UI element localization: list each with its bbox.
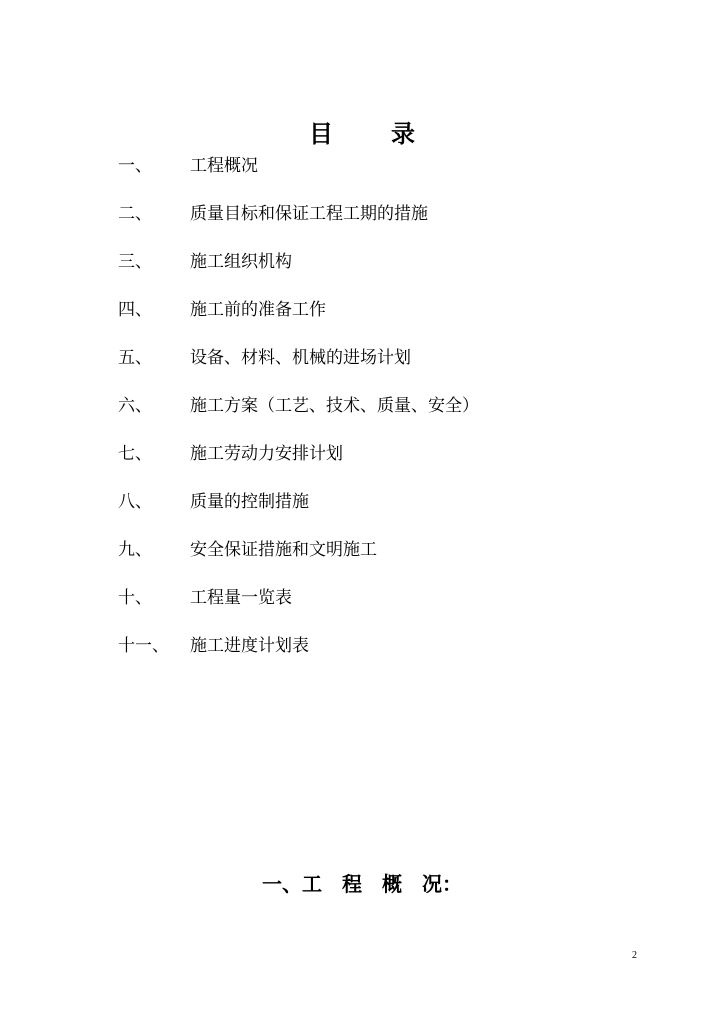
toc-item: [118, 488, 638, 536]
toc-item-number: 一、: [118, 156, 152, 176]
toc-item-text: 质量的控制措施: [190, 492, 309, 512]
toc-item-number: 三、: [118, 252, 152, 272]
toc-title-char-2: 录: [391, 119, 415, 148]
toc-item-number: 六、: [118, 396, 152, 416]
toc-item: [118, 152, 638, 200]
toc-item: [118, 392, 638, 440]
toc-item-text: 施工进度计划表: [190, 636, 309, 656]
toc-item-number: 二、: [118, 204, 152, 224]
section-heading: 一、工 程 概 况：: [262, 872, 462, 896]
toc-item-number: 五、: [118, 348, 152, 368]
toc-item-number: 十一、: [118, 636, 169, 656]
page-number: 2: [632, 950, 637, 961]
toc-item-text: 施工劳动力安排计划: [190, 444, 343, 464]
toc-item-text: 工程概况: [190, 156, 258, 176]
toc-item-text: 工程量一览表: [190, 588, 292, 608]
toc-item-text: 施工前的准备工作: [190, 300, 326, 320]
toc-title-char-1: 目: [309, 119, 333, 148]
toc-item-number: 七、: [118, 444, 152, 464]
toc-item: [118, 296, 638, 344]
toc-item-number: 九、: [118, 540, 152, 560]
toc-item: [118, 440, 638, 488]
toc-item-number: 四、: [118, 300, 152, 320]
toc-item-text: 施工组织机构: [190, 252, 292, 272]
toc-item: [118, 536, 638, 584]
toc-item-text: 质量目标和保证工程工期的措施: [190, 204, 428, 224]
toc-item: [118, 200, 638, 248]
toc-item-number: 十、: [118, 588, 152, 608]
toc-item-text: 设备、材料、机械的进场计划: [190, 348, 411, 368]
toc-list: [118, 152, 638, 680]
toc-title: [0, 114, 724, 149]
toc-item: [118, 344, 638, 392]
toc-item: [118, 248, 638, 296]
toc-item: [118, 584, 638, 632]
toc-item-text: 施工方案（工艺、技术、质量、安全）: [190, 396, 479, 416]
toc-item-text: 安全保证措施和文明施工: [190, 540, 377, 560]
toc-item: [118, 632, 638, 680]
toc-item-number: 八、: [118, 492, 152, 512]
